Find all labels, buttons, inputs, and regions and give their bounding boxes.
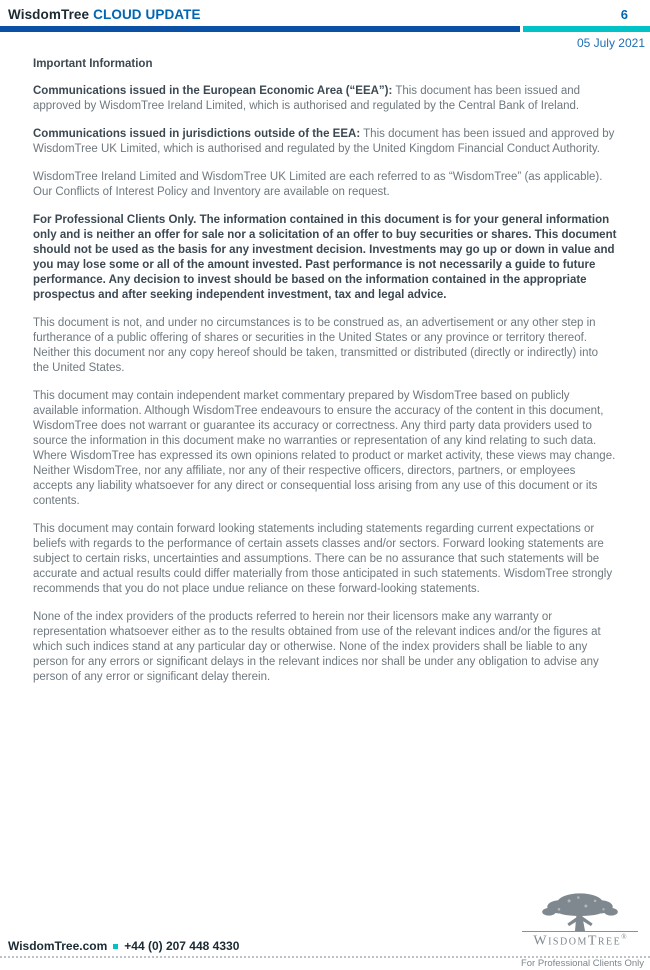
paragraph-forward-looking: This document may contain forward looking statements including statements regarding current expectations or beliefs with regards to the performance of certain assets classes and/or sectors. Forward looking statements are subject to certain risks, uncertainties and assumptions. There can be no assurance that such statements will be accurate and actual results could differ materially from those anticipated in such statements. WisdomTree strongly recommends that you do not place undue reliance on these forward-looking statements. [33, 523, 613, 595]
paragraph-us-restriction: This document is not, and under no circumstances is to be construed as, an advertisement or any other step in furtherance of a public offering of shares or securities in the United States or any province or territory thereof. Neither this document nor any copy hereof should be taken, transmitted or distributed (directly or indirectly) into the United States. [33, 317, 599, 374]
section-heading: Important Information [33, 58, 153, 70]
footer-phone: +44 (0) 207 448 4330 [124, 939, 240, 953]
header-rule-teal [523, 26, 650, 32]
page-header [0, 0, 650, 50]
document-date: 05 July 2021 [576, 36, 645, 50]
paragraph-eea-lead: Communications issued in the European Economic Area (“EEA”): [33, 85, 393, 97]
tree-icon [528, 890, 632, 932]
paragraph-eea-text: This document has been issued and approved by WisdomTree Ireland Limited, which is authorised and regulated by the Central Bank of Ireland. [33, 85, 581, 112]
footer-tagline: For Professional Clients Only [520, 958, 644, 969]
page-number: 6 [620, 7, 628, 22]
paragraph-outside-eea-text: This document has been issued and approved by WisdomTree UK Limited, which is authorised and regulated by the United Kingdom Financial Conduct Authority. [33, 128, 615, 155]
paragraph-market-commentary: This document may contain independent market commentary prepared by WisdomTree based on publicly available information. Although WisdomTree endeavours to ensure the accuracy of the content in this document, WisdomTree does not warrant or guarantee its accuracy or correctness. Any third party data providers used to source the information in this document make no warranties or representation of any kind relating to such data. Where WisdomTree has expressed its own opinions related to product or market activity, these views may change. Neither WisdomTree, nor any affiliate, nor any of their respective officers, directors, partners, or employees accepts any liability whatsoever for any direct or consequential loss arising from any use of this document or its contents. [33, 390, 616, 507]
paragraph-outside-eea [33, 127, 617, 157]
header-rule [0, 26, 650, 32]
logo-wordmark [522, 931, 638, 950]
teal-square-bullet-icon [113, 944, 118, 949]
document-title [8, 7, 201, 22]
paragraph-index-providers: None of the index providers of the products referred to herein nor their licensors make any warranty or representation whatsoever either as to the results obtained from use of the relevant indices and/or the figures at which such indices stand at any particular day or otherwise. None of the index providers shall be liable to any person for any errors or significant delays in the relevant indices nor shall be under any obligation to advise any person of any error or significant delay therein. [33, 611, 601, 683]
header-rule-blue [0, 26, 520, 32]
paragraph-entities: WisdomTree Ireland Limited and WisdomTree UK Limited are each referred to as “WisdomTree” (as applicable). Our Conflicts of Interest Policy and Inventory are available on request. [33, 171, 603, 198]
paragraph-outside-eea-lead: Communications issued in jurisdictions outside of the EEA: [33, 128, 361, 140]
paragraph-eea [33, 84, 617, 114]
registered-mark-icon: ® [621, 933, 627, 942]
footer-website: WisdomTree.com [8, 939, 108, 953]
wisdomtree-logo [522, 890, 638, 950]
document-title-text: CLOUD UPDATE [93, 7, 201, 22]
brand-name: WisdomTree [8, 7, 90, 22]
paragraph-professional-clients: For Professional Clients Only. The information contained in this document is for your general information only and is neither an offer for sale nor a solicitation of an offer to buy securities or shares. This document should not be used as the basis for any investment decision. Investments may go up or down in value and you may lose some or all of the amount invested. Past performance is not necessarily a guide to future performance. Any decision to invest should be based on the information contained in the appropriate prospectus and after seeking independent investment, tax and legal advice. [33, 214, 617, 301]
logo-wordmark-text: WisdomTree [533, 934, 622, 949]
footer-contact [8, 939, 239, 953]
document-body [33, 57, 617, 685]
